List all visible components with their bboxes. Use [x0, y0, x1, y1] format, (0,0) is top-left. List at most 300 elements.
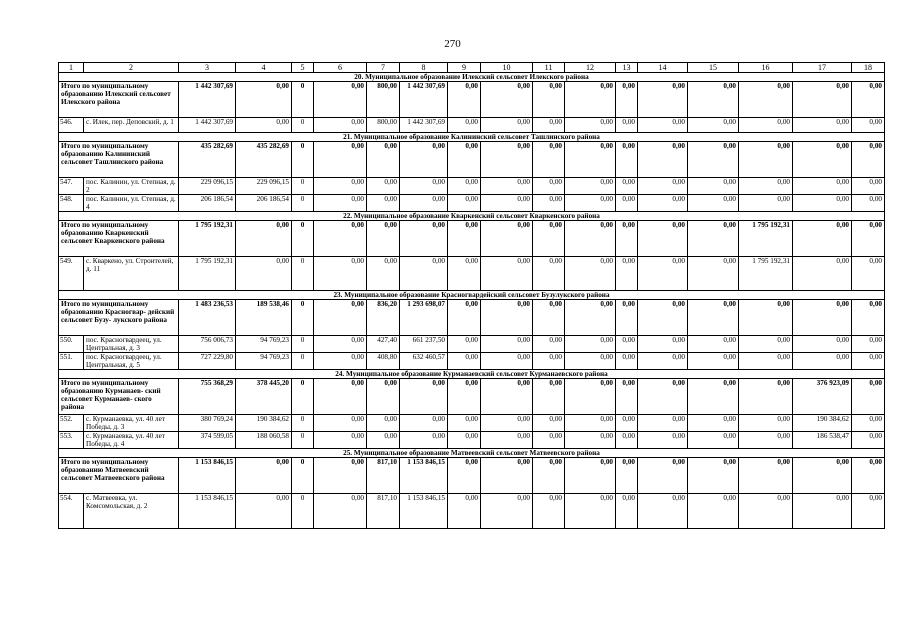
- value-col-14: 0,00: [638, 195, 688, 212]
- value-col-3: 1 795 192,31: [179, 221, 236, 257]
- value-col-16: 0,00: [739, 379, 793, 415]
- address: пос. Калинин, ул. Степная, д. 2: [84, 178, 179, 195]
- value-col-5: 0: [292, 257, 314, 291]
- value-col-13: 0,00: [616, 379, 638, 415]
- value-col-10: 0,00: [481, 353, 533, 370]
- value-col-13: 0,00: [616, 257, 638, 291]
- value-col-14: 0,00: [638, 415, 688, 432]
- value-col-7: 0,00: [367, 221, 400, 257]
- value-col-7: 817,10: [367, 494, 400, 529]
- value-col-16: 0,00: [739, 178, 793, 195]
- section-title: 21. Муниципальное образование Калининский сельсовет Ташлинского района: [59, 133, 885, 142]
- value-col-14: 0,00: [638, 257, 688, 291]
- value-col-11: 0,00: [533, 379, 565, 415]
- value-col-14: 0,00: [638, 432, 688, 449]
- total-label: Итого по муниципальному образованию Матвеевский сельсовет Матвеевского района: [59, 458, 179, 494]
- value-col-17: 0,00: [793, 336, 852, 353]
- value-col-14: 0,00: [638, 300, 688, 336]
- value-col-13: 0,00: [616, 415, 638, 432]
- value-col-7: 0,00: [367, 178, 400, 195]
- value-col-5: 0: [292, 379, 314, 415]
- value-col-6: 0,00: [314, 353, 367, 370]
- value-col-14: 0,00: [638, 336, 688, 353]
- value-col-12: 0,00: [565, 415, 616, 432]
- value-col-6: 0,00: [314, 118, 367, 133]
- column-number-9: 9: [448, 63, 481, 73]
- value-col-17: 376 923,09: [793, 379, 852, 415]
- value-col-4: 190 384,62: [236, 415, 292, 432]
- total-row: [59, 300, 885, 336]
- value-col-12: 0,00: [565, 118, 616, 133]
- column-number-8: 8: [400, 63, 448, 73]
- value-col-9: 0,00: [448, 82, 481, 118]
- value-col-17: 186 538,47: [793, 432, 852, 449]
- value-col-8: 1 442 307,69: [400, 118, 448, 133]
- value-col-5: 0: [292, 494, 314, 529]
- total-row: [59, 142, 885, 178]
- address: пос. Красногвардеец, ул. Центральная, д. 3: [84, 336, 179, 353]
- section-title-row: [59, 212, 885, 221]
- value-col-15: 0,00: [688, 458, 739, 494]
- column-number-13: 13: [616, 63, 638, 73]
- total-row: [59, 458, 885, 494]
- value-col-15: 0,00: [688, 432, 739, 449]
- value-col-15: 0,00: [688, 336, 739, 353]
- value-col-7: 800,00: [367, 82, 400, 118]
- value-col-8: 0,00: [400, 379, 448, 415]
- address: с. Кваркено, ул. Строителей, д. 11: [84, 257, 179, 291]
- value-col-5: 0: [292, 118, 314, 133]
- value-col-18: 0,00: [852, 415, 885, 432]
- row-number: 546.: [59, 118, 84, 133]
- address: пос. Калинин, ул. Степная, д. 4: [84, 195, 179, 212]
- column-number-12: 12: [565, 63, 616, 73]
- value-col-10: 0,00: [481, 336, 533, 353]
- value-col-18: 0,00: [852, 379, 885, 415]
- value-col-10: 0,00: [481, 458, 533, 494]
- column-number-3: 3: [179, 63, 236, 73]
- value-col-5: 0: [292, 415, 314, 432]
- value-col-10: 0,00: [481, 118, 533, 133]
- value-col-16: 0,00: [739, 432, 793, 449]
- value-col-17: 190 384,62: [793, 415, 852, 432]
- value-col-13: 0,00: [616, 336, 638, 353]
- table-row: [59, 195, 885, 212]
- value-col-12: 0,00: [565, 221, 616, 257]
- value-col-3: 1 795 192,31: [179, 257, 236, 291]
- value-col-7: 408,80: [367, 353, 400, 370]
- total-row: [59, 221, 885, 257]
- data-table: [58, 62, 885, 529]
- value-col-11: 0,00: [533, 82, 565, 118]
- row-number: 551.: [59, 353, 84, 370]
- value-col-18: 0,00: [852, 118, 885, 133]
- value-col-17: 0,00: [793, 300, 852, 336]
- table-row: [59, 432, 885, 449]
- value-col-10: 0,00: [481, 221, 533, 257]
- value-col-15: 0,00: [688, 379, 739, 415]
- value-col-4: 0,00: [236, 458, 292, 494]
- value-col-16: 0,00: [739, 82, 793, 118]
- section-title: 24. Муниципальное образование Курманаевский сельсовет Курманаевского района: [59, 370, 885, 379]
- table-row: [59, 178, 885, 195]
- value-col-5: 0: [292, 458, 314, 494]
- column-number-14: 14: [638, 63, 688, 73]
- value-col-14: 0,00: [638, 379, 688, 415]
- value-col-3: 727 229,80: [179, 353, 236, 370]
- total-label: Итого по муниципальному образованию Калининский сельсовет Ташлинского района: [59, 142, 179, 178]
- value-col-4: 0,00: [236, 494, 292, 529]
- value-col-11: 0,00: [533, 336, 565, 353]
- value-col-10: 0,00: [481, 257, 533, 291]
- value-col-12: 0,00: [565, 82, 616, 118]
- page-number: 270: [444, 38, 461, 50]
- value-col-14: 0,00: [638, 494, 688, 529]
- value-col-4: 0,00: [236, 221, 292, 257]
- value-col-6: 0,00: [314, 379, 367, 415]
- value-col-16: 1 795 192,31: [739, 257, 793, 291]
- value-col-7: 0,00: [367, 432, 400, 449]
- value-col-3: 756 006,73: [179, 336, 236, 353]
- value-col-11: 0,00: [533, 353, 565, 370]
- value-col-5: 0: [292, 82, 314, 118]
- value-col-6: 0,00: [314, 415, 367, 432]
- value-col-12: 0,00: [565, 336, 616, 353]
- value-col-6: 0,00: [314, 336, 367, 353]
- value-col-8: 0,00: [400, 257, 448, 291]
- value-col-13: 0,00: [616, 353, 638, 370]
- value-col-7: 0,00: [367, 379, 400, 415]
- value-col-6: 0,00: [314, 494, 367, 529]
- value-col-18: 0,00: [852, 257, 885, 291]
- value-col-15: 0,00: [688, 118, 739, 133]
- row-number: 550.: [59, 336, 84, 353]
- value-col-13: 0,00: [616, 458, 638, 494]
- value-col-12: 0,00: [565, 432, 616, 449]
- value-col-15: 0,00: [688, 221, 739, 257]
- value-col-15: 0,00: [688, 494, 739, 529]
- value-col-10: 0,00: [481, 300, 533, 336]
- row-number: 554.: [59, 494, 84, 529]
- value-col-9: 0,00: [448, 142, 481, 178]
- column-number-17: 17: [793, 63, 852, 73]
- value-col-7: 817,10: [367, 458, 400, 494]
- value-col-8: 0,00: [400, 415, 448, 432]
- value-col-7: 0,00: [367, 195, 400, 212]
- value-col-18: 0,00: [852, 336, 885, 353]
- value-col-14: 0,00: [638, 142, 688, 178]
- value-col-15: 0,00: [688, 82, 739, 118]
- value-col-6: 0,00: [314, 82, 367, 118]
- value-col-11: 0,00: [533, 195, 565, 212]
- value-col-10: 0,00: [481, 178, 533, 195]
- column-number-5: 5: [292, 63, 314, 73]
- value-col-11: 0,00: [533, 458, 565, 494]
- value-col-15: 0,00: [688, 195, 739, 212]
- value-col-17: 0,00: [793, 353, 852, 370]
- value-col-9: 0,00: [448, 353, 481, 370]
- value-col-16: 0,00: [739, 195, 793, 212]
- value-col-15: 0,00: [688, 142, 739, 178]
- table-row: [59, 118, 885, 133]
- total-label: Итого по муниципальному образованию Илекский сельсовет Илекского района: [59, 82, 179, 118]
- value-col-8: 1 153 846,15: [400, 458, 448, 494]
- value-col-3: 374 599,05: [179, 432, 236, 449]
- section-title-row: [59, 370, 885, 379]
- value-col-14: 0,00: [638, 178, 688, 195]
- value-col-3: 1 442 307,69: [179, 118, 236, 133]
- value-col-8: 1 153 846,15: [400, 494, 448, 529]
- value-col-11: 0,00: [533, 432, 565, 449]
- value-col-9: 0,00: [448, 458, 481, 494]
- value-col-5: 0: [292, 432, 314, 449]
- value-col-17: 0,00: [793, 494, 852, 529]
- value-col-15: 0,00: [688, 415, 739, 432]
- table-row: [59, 257, 885, 291]
- value-col-18: 0,00: [852, 300, 885, 336]
- value-col-11: 0,00: [533, 221, 565, 257]
- value-col-9: 0,00: [448, 118, 481, 133]
- column-number-6: 6: [314, 63, 367, 73]
- value-col-8: 1 293 698,07: [400, 300, 448, 336]
- address: с. Матвеевка, ул. Комсомольская, д. 2: [84, 494, 179, 529]
- value-col-18: 0,00: [852, 458, 885, 494]
- value-col-5: 0: [292, 353, 314, 370]
- value-col-18: 0,00: [852, 432, 885, 449]
- column-number-18: 18: [852, 63, 885, 73]
- value-col-3: 229 096,15: [179, 178, 236, 195]
- value-col-5: 0: [292, 142, 314, 178]
- value-col-7: 0,00: [367, 257, 400, 291]
- column-number-15: 15: [688, 63, 739, 73]
- value-col-4: 188 060,58: [236, 432, 292, 449]
- value-col-4: 206 186,54: [236, 195, 292, 212]
- value-col-3: 1 483 236,53: [179, 300, 236, 336]
- value-col-6: 0,00: [314, 142, 367, 178]
- value-col-4: 435 282,69: [236, 142, 292, 178]
- row-number: 547.: [59, 178, 84, 195]
- address: с. Курманаевка, ул. 40 лет Победы, д. 4: [84, 432, 179, 449]
- value-col-17: 0,00: [793, 82, 852, 118]
- value-col-16: 0,00: [739, 353, 793, 370]
- value-col-7: 0,00: [367, 415, 400, 432]
- value-col-10: 0,00: [481, 195, 533, 212]
- value-col-3: 755 368,29: [179, 379, 236, 415]
- value-col-8: 632 460,57: [400, 353, 448, 370]
- value-col-12: 0,00: [565, 257, 616, 291]
- value-col-18: 0,00: [852, 178, 885, 195]
- value-col-9: 0,00: [448, 415, 481, 432]
- value-col-14: 0,00: [638, 221, 688, 257]
- value-col-10: 0,00: [481, 494, 533, 529]
- value-col-5: 0: [292, 221, 314, 257]
- value-col-4: 229 096,15: [236, 178, 292, 195]
- column-number-4: 4: [236, 63, 292, 73]
- value-col-13: 0,00: [616, 195, 638, 212]
- value-col-5: 0: [292, 195, 314, 212]
- value-col-5: 0: [292, 178, 314, 195]
- column-number-10: 10: [481, 63, 533, 73]
- value-col-10: 0,00: [481, 432, 533, 449]
- value-col-9: 0,00: [448, 221, 481, 257]
- section-title: 22. Муниципальное образование Кваркенский сельсовет Кваркенского района: [59, 212, 885, 221]
- value-col-14: 0,00: [638, 82, 688, 118]
- address: с. Курманаевка, ул. 40 лет Победы, д. 3: [84, 415, 179, 432]
- total-label: Итого по муниципальному образованию Красногвар- дейский сельсовет Бузу- лукского района: [59, 300, 179, 336]
- address: пос. Красногвардеец, ул. Центральная, д. 5: [84, 353, 179, 370]
- table-row: [59, 494, 885, 529]
- value-col-11: 0,00: [533, 142, 565, 178]
- value-col-10: 0,00: [481, 142, 533, 178]
- value-col-8: 0,00: [400, 221, 448, 257]
- value-col-11: 0,00: [533, 257, 565, 291]
- value-col-4: 189 538,46: [236, 300, 292, 336]
- section-title-row: [59, 133, 885, 142]
- total-row: [59, 82, 885, 118]
- column-number-2: 2: [84, 63, 179, 73]
- value-col-5: 0: [292, 336, 314, 353]
- row-number: 553.: [59, 432, 84, 449]
- value-col-8: 661 237,50: [400, 336, 448, 353]
- value-col-18: 0,00: [852, 353, 885, 370]
- value-col-17: 0,00: [793, 221, 852, 257]
- value-col-6: 0,00: [314, 221, 367, 257]
- column-number-7: 7: [367, 63, 400, 73]
- column-number-11: 11: [533, 63, 565, 73]
- value-col-16: 0,00: [739, 415, 793, 432]
- value-col-13: 0,00: [616, 142, 638, 178]
- value-col-15: 0,00: [688, 353, 739, 370]
- value-col-3: 206 186,54: [179, 195, 236, 212]
- value-col-16: 0,00: [739, 494, 793, 529]
- value-col-12: 0,00: [565, 178, 616, 195]
- value-col-9: 0,00: [448, 494, 481, 529]
- total-row: [59, 379, 885, 415]
- value-col-4: 94 769,23: [236, 336, 292, 353]
- value-col-17: 0,00: [793, 142, 852, 178]
- column-number-16: 16: [739, 63, 793, 73]
- value-col-7: 0,00: [367, 142, 400, 178]
- value-col-13: 0,00: [616, 300, 638, 336]
- value-col-12: 0,00: [565, 379, 616, 415]
- value-col-4: 0,00: [236, 257, 292, 291]
- value-col-3: 1 442 307,69: [179, 82, 236, 118]
- value-col-17: 0,00: [793, 195, 852, 212]
- total-label: Итого по муниципальному образованию Кваркенский сельсовет Кваркенского района: [59, 221, 179, 257]
- value-col-16: 0,00: [739, 336, 793, 353]
- column-number-row: [59, 63, 885, 73]
- row-number: 548.: [59, 195, 84, 212]
- value-col-15: 0,00: [688, 257, 739, 291]
- row-number: 549.: [59, 257, 84, 291]
- value-col-15: 0,00: [688, 300, 739, 336]
- value-col-9: 0,00: [448, 178, 481, 195]
- value-col-8: 1 442 307,69: [400, 82, 448, 118]
- section-title-row: [59, 291, 885, 300]
- value-col-18: 0,00: [852, 82, 885, 118]
- value-col-3: 380 769,24: [179, 415, 236, 432]
- section-title: 25. Муниципальное образование Матвеевский сельсовет Матвеевского района: [59, 449, 885, 458]
- value-col-13: 0,00: [616, 178, 638, 195]
- value-col-7: 836,20: [367, 300, 400, 336]
- value-col-7: 800,00: [367, 118, 400, 133]
- value-col-5: 0: [292, 300, 314, 336]
- value-col-6: 0,00: [314, 458, 367, 494]
- value-col-6: 0,00: [314, 432, 367, 449]
- value-col-12: 0,00: [565, 142, 616, 178]
- value-col-18: 0,00: [852, 195, 885, 212]
- value-col-12: 0,00: [565, 195, 616, 212]
- table-row: [59, 415, 885, 432]
- value-col-6: 0,00: [314, 195, 367, 212]
- value-col-9: 0,00: [448, 336, 481, 353]
- value-col-18: 0,00: [852, 221, 885, 257]
- value-col-8: 0,00: [400, 432, 448, 449]
- value-col-8: 0,00: [400, 178, 448, 195]
- value-col-12: 0,00: [565, 494, 616, 529]
- value-col-14: 0,00: [638, 458, 688, 494]
- value-col-4: 0,00: [236, 82, 292, 118]
- total-label: Итого по муниципальному образованию Курманаев- ский сельсовет Курманаев- ского района: [59, 379, 179, 415]
- value-col-6: 0,00: [314, 257, 367, 291]
- value-col-8: 0,00: [400, 195, 448, 212]
- value-col-14: 0,00: [638, 118, 688, 133]
- column-number-1: 1: [59, 63, 84, 73]
- section-title-row: [59, 449, 885, 458]
- value-col-17: 0,00: [793, 257, 852, 291]
- value-col-12: 0,00: [565, 353, 616, 370]
- value-col-11: 0,00: [533, 415, 565, 432]
- value-col-9: 0,00: [448, 257, 481, 291]
- value-col-6: 0,00: [314, 178, 367, 195]
- value-col-14: 0,00: [638, 353, 688, 370]
- table-row: [59, 336, 885, 353]
- value-col-17: 0,00: [793, 118, 852, 133]
- value-col-16: 0,00: [739, 142, 793, 178]
- value-col-9: 0,00: [448, 432, 481, 449]
- value-col-8: 0,00: [400, 142, 448, 178]
- value-col-13: 0,00: [616, 432, 638, 449]
- value-col-11: 0,00: [533, 300, 565, 336]
- row-number: 552.: [59, 415, 84, 432]
- section-title-row: [59, 73, 885, 82]
- value-col-9: 0,00: [448, 300, 481, 336]
- value-col-15: 0,00: [688, 178, 739, 195]
- value-col-11: 0,00: [533, 178, 565, 195]
- value-col-16: 0,00: [739, 118, 793, 133]
- section-title: 23. Муниципальное образование Красногвардейский сельсовет Бузулукского района: [59, 291, 885, 300]
- value-col-18: 0,00: [852, 142, 885, 178]
- value-col-6: 0,00: [314, 300, 367, 336]
- value-col-17: 0,00: [793, 178, 852, 195]
- value-col-11: 0,00: [533, 118, 565, 133]
- value-col-13: 0,00: [616, 221, 638, 257]
- value-col-16: 1 795 192,31: [739, 221, 793, 257]
- value-col-4: 94 769,23: [236, 353, 292, 370]
- value-col-3: 435 282,69: [179, 142, 236, 178]
- value-col-13: 0,00: [616, 494, 638, 529]
- section-title: 20. Муниципальное образование Илекский сельсовет Илекского района: [59, 73, 885, 82]
- value-col-16: 0,00: [739, 458, 793, 494]
- value-col-9: 0,00: [448, 195, 481, 212]
- value-col-4: 378 445,20: [236, 379, 292, 415]
- value-col-16: 0,00: [739, 300, 793, 336]
- address: с. Илек, пер. Деповский, д. 1: [84, 118, 179, 133]
- value-col-17: 0,00: [793, 458, 852, 494]
- value-col-11: 0,00: [533, 494, 565, 529]
- value-col-18: 0,00: [852, 494, 885, 529]
- value-col-9: 0,00: [448, 379, 481, 415]
